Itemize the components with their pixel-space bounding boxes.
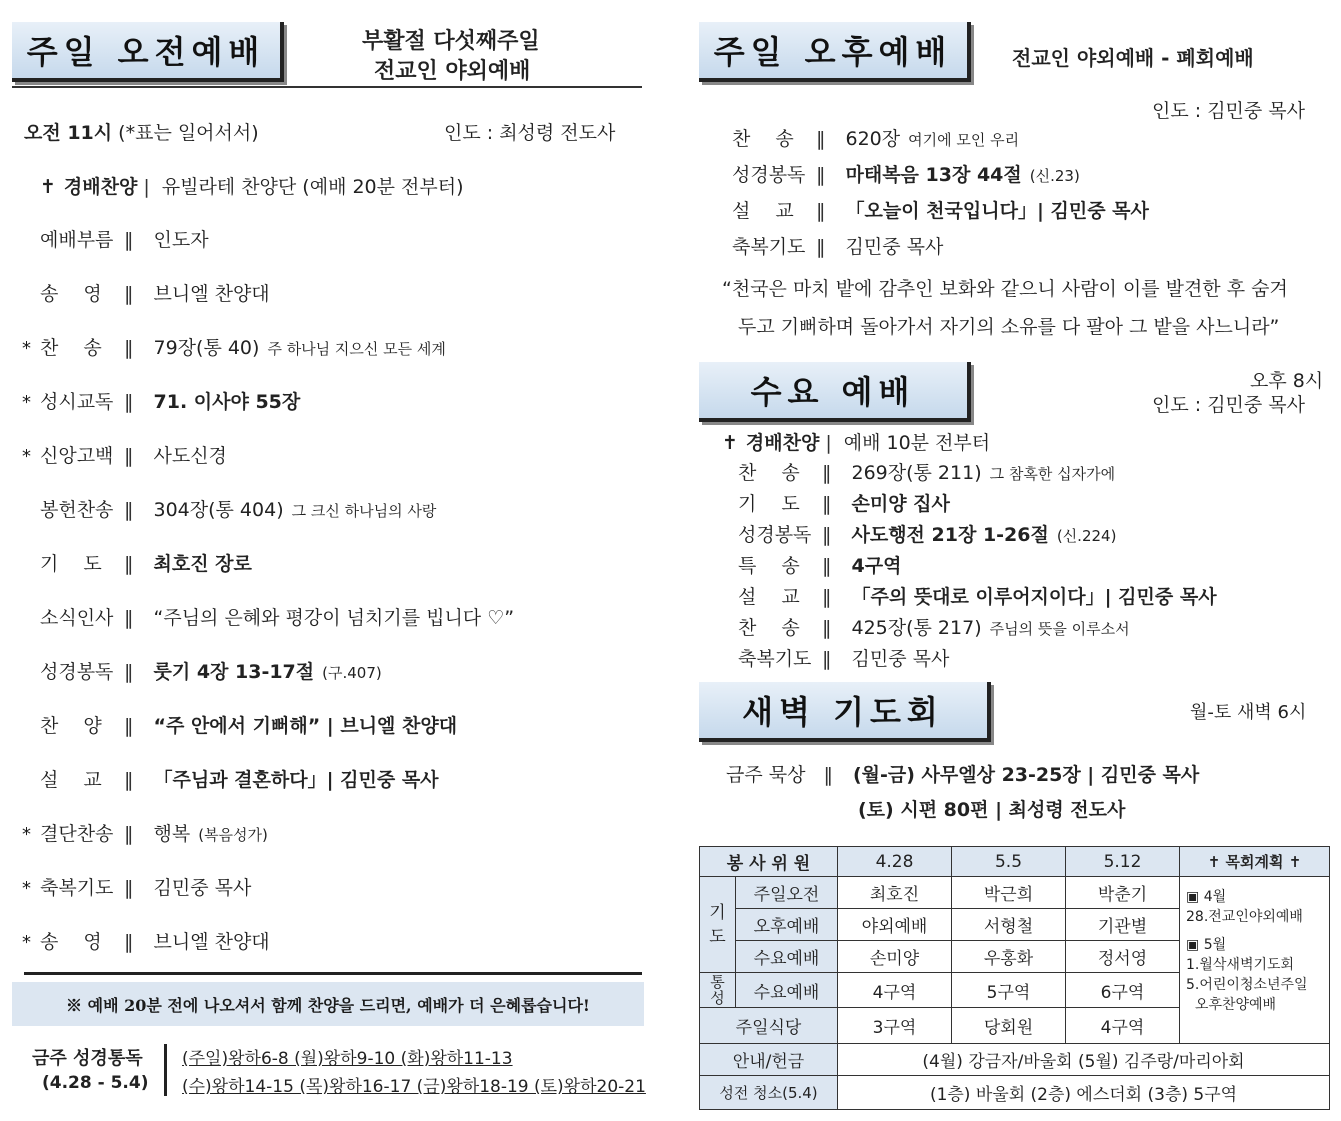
notice-text: ※ 예배 20분 전에 나오셔서 함께 찬양을 드리면, 예배가 더 은혜롭습니다! xyxy=(66,995,590,1015)
separator: ‖ xyxy=(124,283,134,305)
separator: | xyxy=(143,176,150,198)
item-value: 김민중 목사 xyxy=(845,236,944,258)
afternoon-service-title: 주일 오후예배 xyxy=(699,22,971,82)
dawn-text-1: (월-금) 사무엘상 23-25장 | 김민중 목사 xyxy=(852,764,1200,786)
item-value: 사도신경 xyxy=(153,445,227,467)
table-cell: (4월) 강금자/바울회 (5월) 김주랑/마리아회 xyxy=(838,1043,1330,1075)
table-cell: 4구역 xyxy=(838,973,952,1007)
time-text: 오전 11시 xyxy=(24,122,113,144)
dawn-line1 xyxy=(726,760,1199,787)
dawn-label: 금주 묵상 xyxy=(726,764,806,786)
item-note: (구.407) xyxy=(322,664,382,682)
order-item xyxy=(738,551,909,578)
order-item xyxy=(22,603,522,630)
morning-heading-line2: 전교인 야외예배 xyxy=(374,59,531,84)
order-item xyxy=(22,387,308,414)
standing-mark: * xyxy=(22,446,31,467)
order-item xyxy=(22,495,436,522)
item-value: 「오늘이 천국입니다」| 김민중 목사 xyxy=(845,200,1149,222)
item-label: 결단찬송 xyxy=(40,823,114,845)
morning-leader: 인도 : 최성령 전도사 xyxy=(444,122,616,144)
order-item xyxy=(22,549,260,576)
order-item xyxy=(22,225,217,252)
item-label: 축복기도 xyxy=(738,648,812,670)
item-value: “주 안에서 기뻐해” | 브니엘 찬양대 xyxy=(153,715,458,737)
order-item xyxy=(738,520,1116,547)
order-item xyxy=(22,711,465,738)
prayer-group-label xyxy=(700,877,736,973)
item-label: 신앙고백 xyxy=(40,445,114,467)
separator: ‖ xyxy=(822,586,832,608)
item-value: 71. 이사야 55장 xyxy=(153,391,301,413)
morning-prelude xyxy=(40,172,464,199)
table-cell: 손미양 xyxy=(838,941,952,973)
separator: ‖ xyxy=(822,524,832,546)
separator: ‖ xyxy=(124,337,134,359)
dawn-text-2: (토) 시편 80편 | 최성령 전도사 xyxy=(858,799,1126,821)
item-note: 그 참혹한 십자가에 xyxy=(989,465,1116,483)
separator: ‖ xyxy=(124,607,134,629)
item-label: 봉헌찬송 xyxy=(40,499,114,521)
order-item xyxy=(22,441,235,468)
item-value: 손미양 집사 xyxy=(851,493,950,515)
table-cell: 야외예배 xyxy=(838,909,952,941)
separator: ‖ xyxy=(124,661,134,683)
dawn-time: 월-토 새벽 6시 xyxy=(1190,702,1307,723)
separator: ‖ xyxy=(816,164,826,186)
item-label: 예배부름 xyxy=(40,229,114,251)
standing-mark: * xyxy=(22,878,31,899)
prelude-label: 경배찬양 xyxy=(63,176,138,198)
separator: ‖ xyxy=(816,236,826,258)
standing-mark: * xyxy=(22,392,31,413)
order-item xyxy=(732,160,1080,187)
plan-list xyxy=(1180,877,1330,1044)
table-cell: (1층) 바울회 (2층) 에스더회 (3층) 5구역 xyxy=(838,1075,1330,1109)
item-label: 송 영 xyxy=(40,283,102,305)
standing-mark: * xyxy=(22,824,31,845)
reading-range: (4.28 - 5.4) xyxy=(42,1073,149,1093)
order-item xyxy=(732,196,1157,223)
table-cell: 6구역 xyxy=(1066,973,1180,1007)
separator: ‖ xyxy=(124,553,134,575)
order-item xyxy=(22,927,278,954)
tongsung-group-label xyxy=(700,973,736,1007)
item-label: 찬 양 xyxy=(40,715,102,737)
row-name: 오후예배 xyxy=(736,909,838,941)
table-cell: 박근희 xyxy=(952,877,1066,909)
separator: ‖ xyxy=(822,617,832,639)
order-item xyxy=(22,333,446,360)
table-cell: 서형철 xyxy=(952,909,1066,941)
divider xyxy=(12,86,642,88)
item-label: 성시교독 xyxy=(40,391,114,413)
afternoon-subtitle: 전교인 야외예배 - 폐회예배 xyxy=(1012,46,1254,70)
plan-line: 1.월삭새벽기도회 xyxy=(1186,957,1295,974)
standing-mark: * xyxy=(22,932,31,953)
item-value: 269장(통 211) xyxy=(851,462,982,484)
order-item xyxy=(22,873,259,900)
item-label: 기 도 xyxy=(40,553,102,575)
item-note: (복음성가) xyxy=(198,826,268,844)
separator: ‖ xyxy=(124,715,134,737)
roster-header: 봉 사 위 원 xyxy=(700,847,838,877)
item-value: 「주의 뜻대로 이루어지이다」| 김민중 목사 xyxy=(851,586,1217,608)
order-item xyxy=(22,279,278,306)
order-item xyxy=(732,232,951,259)
item-label: 성경봉독 xyxy=(732,164,806,186)
item-label: 기 도 xyxy=(738,493,800,515)
separator: ‖ xyxy=(822,493,832,515)
table-cell: 3구역 xyxy=(838,1007,952,1043)
row-name: 주일오전 xyxy=(736,877,838,909)
item-value: 룻기 4장 13-17절 xyxy=(153,661,315,683)
separator: ‖ xyxy=(124,877,134,899)
prelude-value: 유빌라테 찬양단 (예배 20분 전부터) xyxy=(161,176,464,198)
separator: ‖ xyxy=(124,445,134,467)
wednesday-time: 오후 8시 xyxy=(1250,370,1324,392)
item-label: 설 교 xyxy=(732,200,794,222)
item-value: 79장(통 40) xyxy=(153,337,260,359)
table-cell: 5구역 xyxy=(952,973,1066,1007)
table-cell: 당회원 xyxy=(952,1007,1066,1043)
separator: ‖ xyxy=(124,931,134,953)
cross-icon: ✝ xyxy=(40,176,56,198)
item-note: 그 크신 하나님의 사랑 xyxy=(291,502,437,520)
item-label: 설 교 xyxy=(738,586,800,608)
separator: ‖ xyxy=(124,823,134,845)
afternoon-quote-line1: “천국은 마치 밭에 감추인 보화와 같으니 사람이 이를 발견한 후 숨겨 xyxy=(722,278,1288,300)
plan-line: 28.전교인야외예배 xyxy=(1186,909,1303,926)
item-label: 찬 송 xyxy=(738,462,800,484)
order-item xyxy=(732,124,1019,151)
separator: ‖ xyxy=(124,769,134,791)
table-cell: 최호진 xyxy=(838,877,952,909)
reading-line2: (수)왕하14-15 (목)왕하16-17 (금)왕하18-19 (토)왕하20-21 xyxy=(182,1077,646,1097)
date-header: 5.5 xyxy=(952,847,1066,877)
afternoon-leader: 인도 : 김민중 목사 xyxy=(1152,100,1305,122)
morning-heading-line1: 부활절 다섯째주일 xyxy=(362,29,540,54)
wednesday-leader: 인도 : 김민중 목사 xyxy=(1152,394,1305,416)
item-label: 찬 송 xyxy=(732,128,794,150)
order-item xyxy=(738,489,958,516)
item-value: 김민중 목사 xyxy=(851,648,950,670)
item-value: 행복 xyxy=(153,823,191,845)
item-value: “주님의 은혜와 평강이 넘치기를 빕니다 ♡” xyxy=(153,607,515,629)
plan-line: ▣ 5월 xyxy=(1186,937,1227,954)
table-cell: 박춘기 xyxy=(1066,877,1180,909)
item-note: 주 하나님 지으신 모든 세계 xyxy=(267,340,446,358)
order-item xyxy=(22,819,268,846)
separator: ‖ xyxy=(822,555,832,577)
item-label: 성경봉독 xyxy=(40,661,114,683)
wednesday-service-title: 수요 예배 xyxy=(699,362,971,422)
item-value: 김민중 목사 xyxy=(153,877,252,899)
plan-line: ▣ 4월 xyxy=(1186,889,1227,906)
item-value: 4구역 xyxy=(851,555,902,577)
item-value: 인도자 xyxy=(153,229,209,251)
row-name: 수요예배 xyxy=(736,973,838,1007)
item-label: 설 교 xyxy=(40,769,102,791)
item-value: 620장 xyxy=(845,128,901,150)
separator: ‖ xyxy=(822,462,832,484)
table-cell: 정서영 xyxy=(1066,941,1180,973)
separator: ‖ xyxy=(816,200,826,222)
item-note: (신.224) xyxy=(1056,527,1117,545)
order-item xyxy=(22,765,447,792)
item-label: 송 영 xyxy=(40,931,102,953)
item-label: 찬 송 xyxy=(738,617,800,639)
morning-time xyxy=(24,118,259,145)
item-value: 425장(통 217) xyxy=(851,617,982,639)
date-header: 5.12 xyxy=(1066,847,1180,877)
group-text: 통성 xyxy=(710,973,725,1007)
row-name: 성전 청소(5.4) xyxy=(700,1075,838,1109)
plan-line: 5.어린이청소년주일 xyxy=(1186,977,1308,994)
row-name: 주일식당 xyxy=(700,1007,838,1043)
wednesday-prelude xyxy=(722,428,990,455)
item-label: 특 송 xyxy=(738,555,800,577)
item-label: 찬 송 xyxy=(40,337,102,359)
separator: ‖ xyxy=(124,499,134,521)
notice-box xyxy=(12,982,644,1026)
date-header: 4.28 xyxy=(838,847,952,877)
separator: ‖ xyxy=(124,229,134,251)
order-item xyxy=(22,657,382,684)
service-roster-table xyxy=(699,846,1330,1110)
order-item xyxy=(738,582,1225,609)
reading-line1: (주일)왕하6-8 (월)왕하9-10 (화)왕하11-13 xyxy=(182,1049,513,1069)
item-value: 마태복음 13장 44절 xyxy=(845,164,1022,186)
morning-service-title: 주일 오전예배 xyxy=(12,22,284,82)
row-name: 수요예배 xyxy=(736,941,838,973)
item-value: 「주님과 결혼하다」| 김민중 목사 xyxy=(153,769,439,791)
item-label: 성경봉독 xyxy=(738,524,812,546)
standing-mark: * xyxy=(22,338,31,359)
divider xyxy=(164,1044,167,1096)
prelude-label: 경배찬양 xyxy=(745,432,820,454)
item-note: 여기에 모인 우리 xyxy=(908,131,1020,149)
plan-header: ✝ 목회계획 ✝ xyxy=(1180,847,1330,877)
separator: ‖ xyxy=(816,128,826,150)
item-value: 최호진 장로 xyxy=(153,553,252,575)
time-note: (*표는 일어서서) xyxy=(118,122,259,144)
table-cell: 기관별 xyxy=(1066,909,1180,941)
separator: | xyxy=(825,432,832,454)
order-item xyxy=(738,458,1115,485)
order-item xyxy=(738,613,1130,640)
item-label: 축복기도 xyxy=(732,236,806,258)
item-note: 주님의 뜻을 이루소서 xyxy=(989,620,1130,638)
divider xyxy=(24,972,642,975)
group-text: 기도 xyxy=(709,902,726,947)
table-cell: 우홍화 xyxy=(952,941,1066,973)
reading-label: 금주 성경통독 xyxy=(32,1048,143,1069)
prelude-value: 예배 10분 전부터 xyxy=(843,432,991,454)
item-note: (신.23) xyxy=(1029,167,1080,185)
separator: ‖ xyxy=(124,391,134,413)
item-value: 브니엘 찬양대 xyxy=(153,931,270,953)
item-value: 브니엘 찬양대 xyxy=(153,283,270,305)
row-name: 안내/헌금 xyxy=(700,1043,838,1075)
separator: ‖ xyxy=(823,764,833,786)
order-item xyxy=(738,644,957,671)
table-cell: 4구역 xyxy=(1066,1007,1180,1043)
item-label: 축복기도 xyxy=(40,877,114,899)
plan-line: 오후찬양예배 xyxy=(1186,997,1277,1014)
cross-icon: ✝ xyxy=(722,432,738,454)
item-value: 사도행전 21장 1-26절 xyxy=(851,524,1049,546)
afternoon-quote-line2: 두고 기뻐하며 돌아가서 자기의 소유를 다 팔아 그 밭을 사느니라” xyxy=(738,316,1280,338)
dawn-prayer-title: 새벽 기도회 xyxy=(699,682,991,742)
separator: ‖ xyxy=(822,648,832,670)
item-value: 304장(통 404) xyxy=(153,499,284,521)
item-label: 소식인사 xyxy=(40,607,114,629)
